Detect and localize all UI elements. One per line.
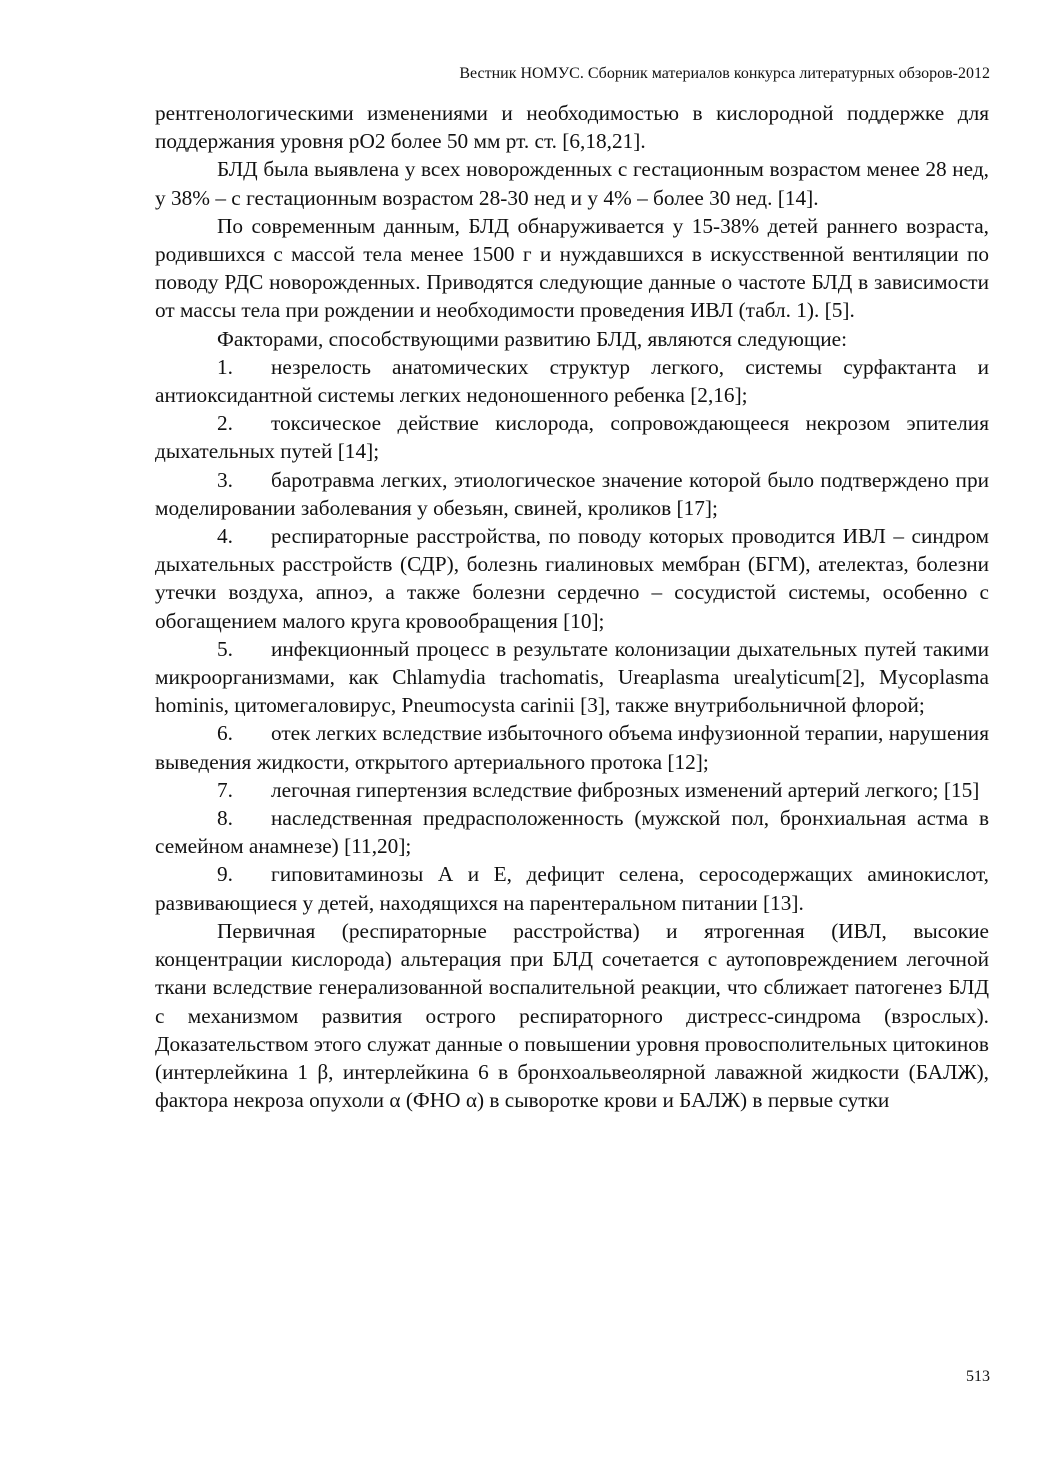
running-header: Вестник НОМУС. Сборник материалов конкурса литературных обзоров-2012 bbox=[459, 65, 990, 82]
list-item-number: 1. bbox=[217, 354, 233, 379]
list-item-text: отек легких вследствие избыточного объема инфузионной терапии, нарушения выведения жидкости, открытого артериального протока [12]; bbox=[155, 721, 989, 774]
list-item-number: 7. bbox=[217, 777, 233, 802]
list-item bbox=[155, 353, 989, 409]
paragraph: БЛД была выявлена у всех новорожденных с гестационным возрастом менее 28 нед, у 38% – с гестационным возрастом 28-30 нед и у 4% – более 30 нед. [14]. bbox=[155, 157, 989, 210]
page-number: 513 bbox=[966, 1368, 990, 1385]
list-item-text: гиповитаминозы А и Е, дефицит селена, серосодержащих аминокислот, развивающиеся у детей, находящихся на парентеральном питании [13]. bbox=[155, 862, 989, 915]
list-item bbox=[155, 776, 989, 804]
list-item-number: 3. bbox=[217, 467, 233, 492]
body-text bbox=[155, 99, 989, 1114]
list-item-number: 6. bbox=[217, 721, 233, 746]
list-item bbox=[155, 719, 989, 775]
list-item bbox=[155, 466, 989, 522]
list-item-text: инфекционный процесс в результате колонизации дыхательных путей такими микроорганизмами, как Chlamydia trachomatis, Ureaplasma urealyticum[2], Mycoplasma hominis, цитомегаловирус, Pneumocysta carinii [3], также внутрибольничной флорой; bbox=[155, 636, 989, 718]
list-item-text: баротравма легких, этиологическое значение которой было подтверждено при моделировании заболевания у обезьян, свиней, кроликов [17]; bbox=[155, 467, 989, 520]
list-item-text: наследственная предрасположенность (мужской пол, бронхиальная астма в семейном анамнезе) [11,20]; bbox=[155, 806, 989, 859]
paragraph: Факторами, способствующими развитию БЛД, являются следующие: bbox=[217, 326, 848, 351]
list-item-text: респираторные расстройства, по поводу которых проводится ИВЛ – синдром дыхательных расстройств (СДР), болезнь гиалиновых мембран (БГМ), ателектаз, болезни утечки воздуха, апноэ, а также болезни сердечно – сосудистой системы, особенно с обогащением малого круга кровообращения [10]; bbox=[155, 524, 989, 633]
list-item bbox=[155, 522, 989, 635]
list-item bbox=[155, 409, 989, 465]
list-item-number: 5. bbox=[217, 636, 233, 661]
list-item-number: 4. bbox=[217, 524, 233, 549]
list-item-number: 8. bbox=[217, 806, 233, 831]
paragraph: Первичная (респираторные расстройства) и ятрогенная (ИВЛ, высокие концентрации кислорода) альтерация при БЛД сочетается с аутоповреждением легочной ткани вследствие генерализованной воспалительной реакции, что сближает патогенез БЛД с механизмом развития острого респираторного дистресс-синдрома (взрослых). Доказательством этого служат данные о повышении уровня провосполительных цитокинов (интерлейкина 1 β, интерлейкина 6 в бронхоальвеолярной лаважной жидкости (БАЛЖ), фактора некроза опухоли α (ФНО α) в сыворотке крови и БАЛЖ) в первые сутки bbox=[155, 918, 989, 1113]
list-item-text: незрелость анатомических структур легкого, системы сурфактанта и антиоксидантной системы легких недоношенного ребенка [2,16]; bbox=[155, 354, 989, 408]
list-item-text: легочная гипертензия вследствие фиброзных изменений артерий легкого; [15] bbox=[271, 777, 980, 802]
list-item bbox=[155, 860, 989, 916]
list-item bbox=[155, 804, 989, 860]
paragraph: рентгенологическими изменениями и необходимостью в кислородной поддержке для поддержания уровня рО2 более 50 мм рт. ст. [6,18,21]. bbox=[155, 101, 989, 154]
list-item bbox=[155, 635, 989, 720]
paragraph: По современным данным, БЛД обнаруживается у 15-38% детей раннего возраста, родившихся с массой тела менее 1500 г и нуждавшихся в искусственной вентиляции по поводу РДС новорожденных. Приводятся следующие данные о частоте БЛД в зависимости от массы тела при рождении и необходимости проведения ИВЛ (табл. 1). [5]. bbox=[155, 213, 989, 323]
list-item-number: 2. bbox=[217, 411, 233, 436]
list-item-text: токсическое действие кислорода, сопровождающееся некрозом эпителия дыхательных путей [14]; bbox=[155, 411, 989, 464]
list-item-number: 9. bbox=[217, 862, 233, 887]
